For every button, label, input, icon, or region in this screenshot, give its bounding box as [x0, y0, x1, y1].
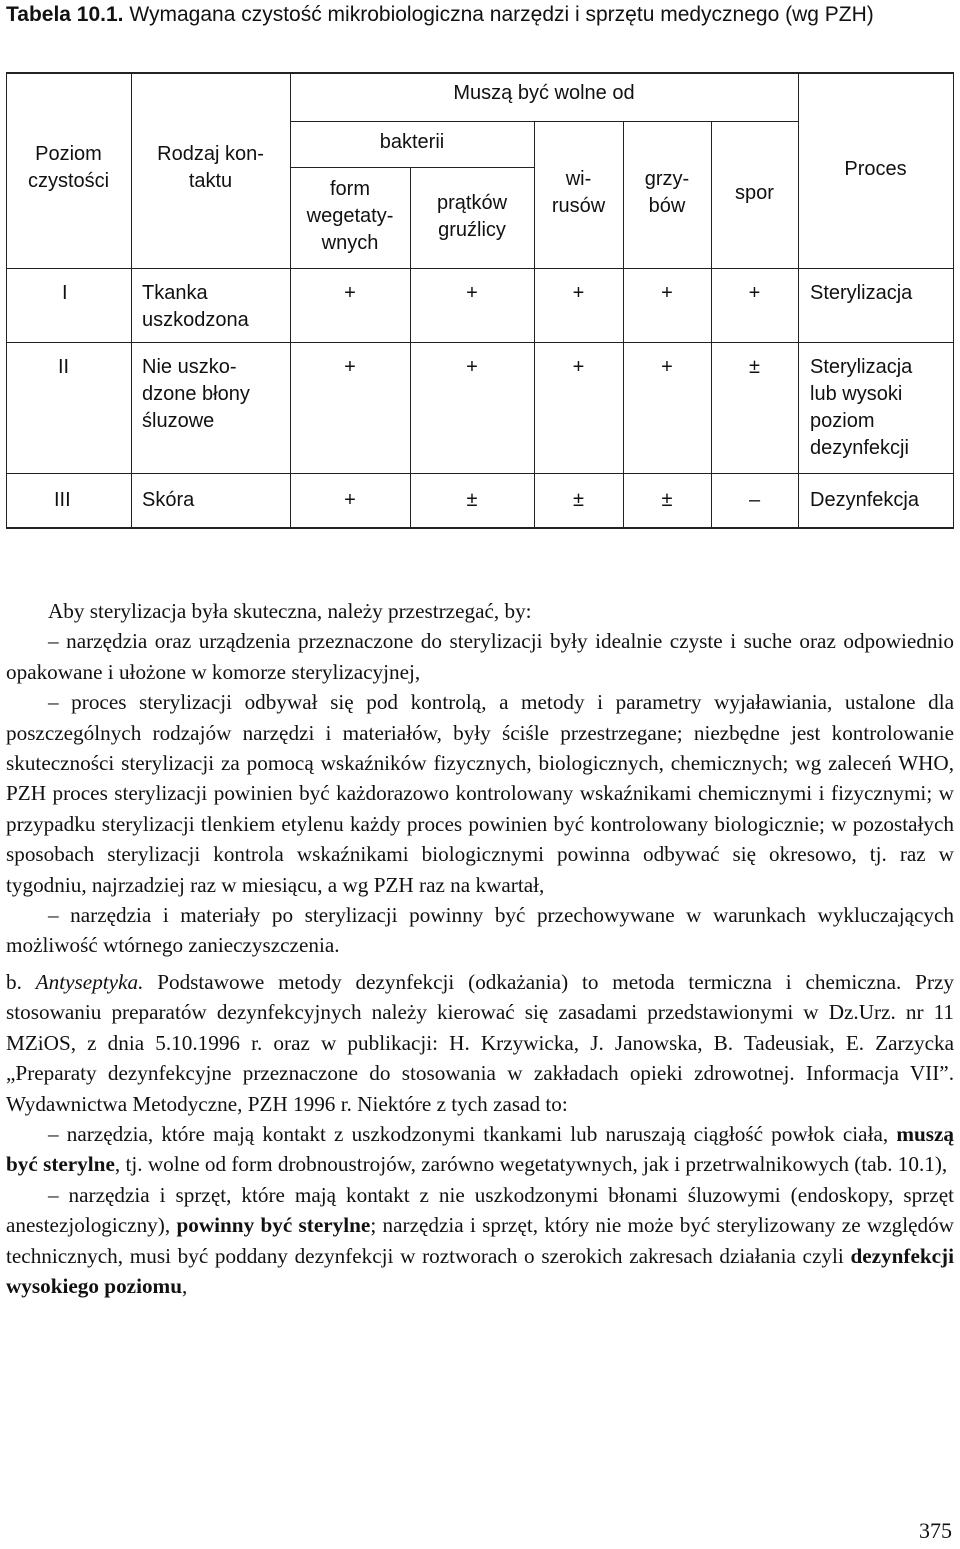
header-must-be-free: Muszą być wolne od: [453, 82, 635, 104]
row-value: +: [466, 356, 478, 378]
header-contact: Rodzaj kon- taktu: [157, 143, 264, 192]
table-rule: [953, 72, 954, 528]
row-process: Dezynfekcja: [810, 489, 919, 511]
row-value: +: [572, 282, 585, 304]
row-value: +: [344, 356, 356, 378]
table-rule: [290, 121, 798, 122]
table-caption-text: Wymagana czystość mikrobiologiczna narzędzi i sprzętu medycznego (wg PZH): [123, 3, 874, 26]
header-viruses: wi- rusów: [551, 168, 606, 217]
header-vegetative: form wegetaty- wnych: [306, 178, 394, 254]
table-rule: [6, 473, 954, 474]
table-rule: [6, 527, 954, 529]
table-rule: [6, 342, 954, 343]
paragraph-antiseptics: [6, 967, 954, 1119]
bold-run: powinny być sterylne: [176, 1213, 371, 1238]
table-rule: [290, 167, 534, 168]
header-tb: prątków gruźlicy: [436, 192, 508, 241]
section-title: Antyseptyka.: [35, 969, 144, 994]
row-value: ±: [573, 489, 584, 511]
header-bacteria: bakterii: [379, 131, 445, 153]
header-level: Poziom czystości: [27, 143, 110, 192]
header-process: Proces: [844, 158, 907, 180]
row-value: +: [748, 282, 761, 304]
table-caption: [6, 0, 954, 30]
text-run: ; narzędzia i sprzęt, który nie może być sterylizowany ze względów technicznych, musi być poddany dezynfekcji w roztworach o szerokich zakresach działania czyli: [6, 1213, 954, 1268]
text-run: – narzędzia, które mają kontakt z uszkodzonymi tkankami lub naruszają ciągłość powłok ciała,: [48, 1121, 897, 1146]
row-value: +: [344, 489, 356, 511]
row-level: III: [54, 489, 71, 511]
text-run: – narzędzia i sprzęt, które mają kontakt z nie uszkodzonymi błonami śluzowymi (endoskopy, sprzęt anestezjologiczny),: [6, 1182, 954, 1238]
row-level: II: [58, 356, 70, 378]
row-value: ±: [466, 489, 478, 511]
row-level: I: [62, 282, 68, 304]
section-label: b.: [6, 969, 36, 994]
bold-run: dezynfekcji wysokiego poziomu: [6, 1243, 954, 1298]
row-value: +: [661, 356, 673, 378]
paragraph: – proces sterylizacji odbywał się pod kontrolą, a metody i parametry wyjaławiania, ustalone dla poszczególnych rodzajów narzędzi i materiałów, były ściśle przestrzegane; niezbędne jest kontrolowanie skuteczności sterylizacji za pomocą wskaźników fizycznych, biologicznych, chemicznych; wg zaleceń WHO, PZH proces sterylizacji powinien być każdorazowo kontrolowany wskaźnikami chemicznymi i fizycznymi; w przypadku sterylizacji tlenkiem etylenu każdy proces powinien być kontrolowany biologicznie; w pozostałych sposobach sterylizacji kontrola wskaźnikami biologicznymi powinna odbywać się okresowo, tj. raz w tygodniu, najrzadziej raz w miesiącu, a wg PZH raz na kwartał,: [6, 690, 954, 897]
row-value: –: [748, 489, 761, 511]
row-value: +: [661, 282, 673, 304]
row-value: +: [344, 282, 356, 304]
row-process: Sterylizacja: [810, 282, 913, 304]
header-fungi: grzy- bów: [644, 168, 690, 217]
paragraph: [6, 1119, 954, 1180]
row-process: Sterylizacja lub wysoki poziom dezynfekcji: [810, 356, 913, 459]
row-value: ±: [661, 489, 673, 511]
paragraph: [6, 1180, 954, 1302]
paragraph-text: Podstawowe metody dezynfekcji (odkażania) to metoda termiczna i chemiczna. Przy stosowaniu preparatów dezynfekcyjnych należy kierować się zasadami przedstawionymi w Dz.Urz. nr 11 MZiOS, z dnia 5.10.1996 r. oraz w publikacji: H. Krzywicka, J. Janowska, B. Tadeusiak, E. Zarzycka „Preparaty dezynfekcyjne przeznaczone do stosowania w zakładach opieki zdrowotnej. Informacja VII”. Wydawnictwa Metodyczne, PZH 1996 r. Niektóre z tych zasad to:: [6, 969, 954, 1116]
row-value: +: [572, 356, 585, 378]
table-caption-label: Tabela 10.1.: [6, 3, 124, 26]
paragraph: – narzędzia oraz urządzenia przeznaczone do sterylizacji były idealnie czyste i suche oraz odpowiednio opakowane i ułożone w komorze sterylizacyjnej,: [6, 629, 954, 684]
text-run: ,: [182, 1273, 188, 1298]
row-contact: Tkanka uszkodzona: [142, 282, 249, 331]
row-contact: Nie uszko- dzone błony śluzowe: [142, 356, 250, 432]
row-value: ±: [749, 356, 760, 378]
row-contact: Skóra: [142, 489, 195, 511]
bold-run: muszą być sterylne: [6, 1121, 954, 1177]
paragraph: – narzędzia i materiały po sterylizacji powinny być przechowywane w warunkach wykluczających możliwość wtórnego zanieczyszczenia.: [6, 903, 954, 958]
row-value: +: [466, 282, 478, 304]
header-spores: spor: [735, 182, 774, 204]
page-number: 375: [919, 1518, 952, 1543]
table-rule: [6, 268, 954, 269]
text-run: , tj. wolne od form drobnoustrojów, zarówno wegetatywnych, jak i przetrwalnikowych (tab. 10.1),: [114, 1152, 948, 1177]
paragraph: Aby sterylizacja była skuteczna, należy przestrzegać, by:: [48, 599, 532, 623]
body-text: [6, 596, 954, 1301]
table-rule: [6, 72, 954, 74]
table-rule: [798, 72, 799, 528]
